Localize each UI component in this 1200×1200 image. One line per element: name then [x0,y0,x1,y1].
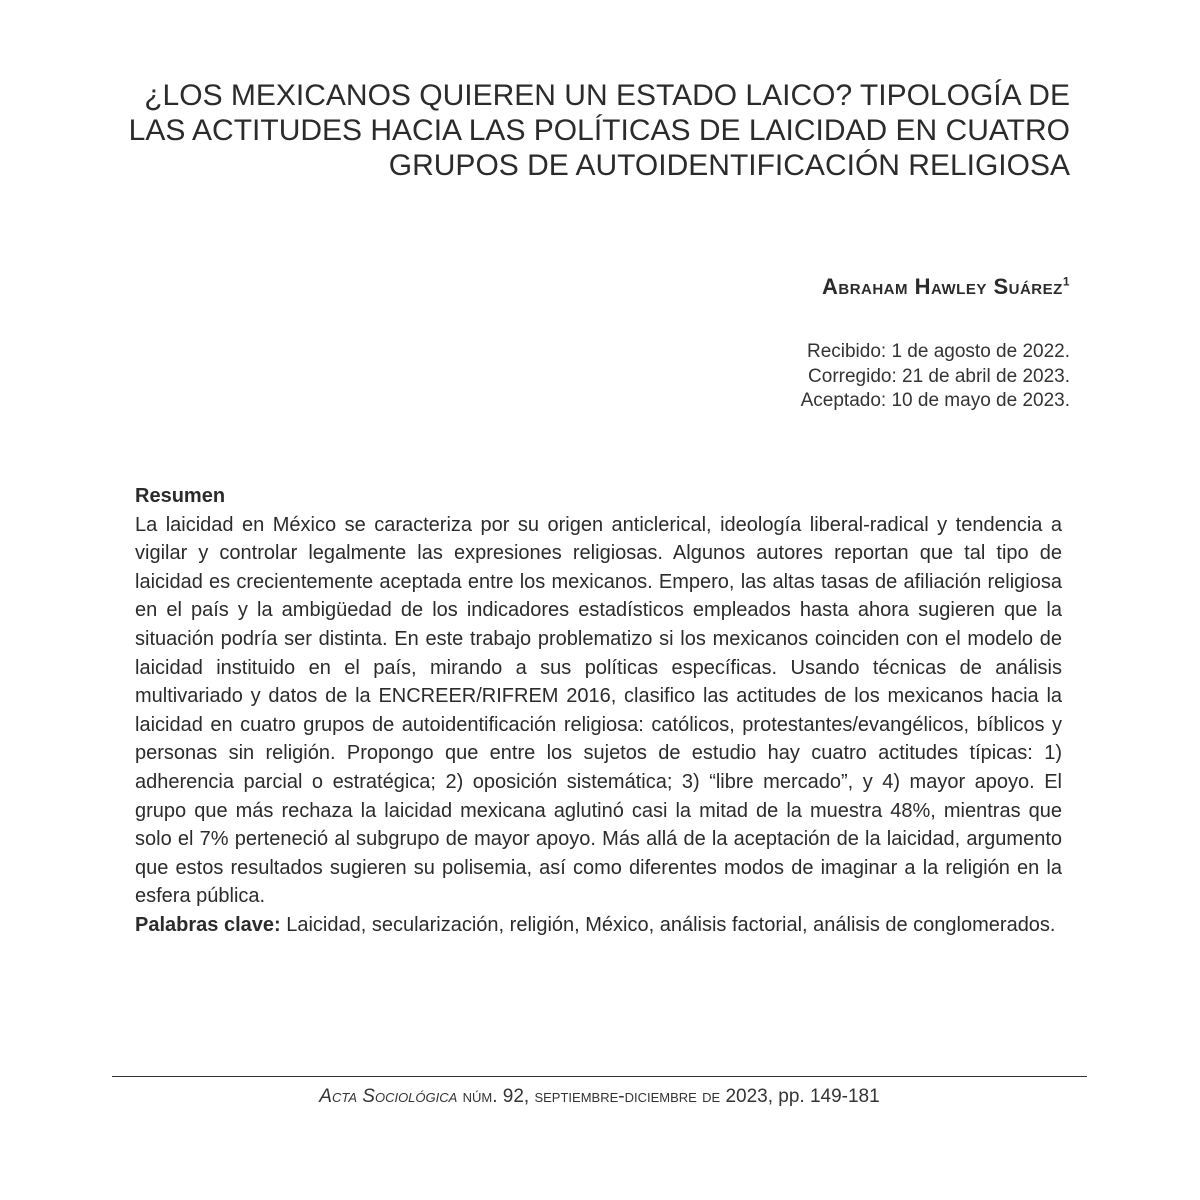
footer-divider [112,1076,1087,1077]
issue-year: 2023, [725,1086,773,1107]
corrected-date: Corregido: 21 de abril de 2023. [808,365,1070,387]
abstract-text-part2: 2016, clasifico las actitudes de los mexicanos hacia la laicidad en cuatro grupos de autoidentificación religiosa: católicos, protestantes/evangélicos, bíblicos y personas sin religión. Propongo que entre los sujetos de estudio hay cuatro actitudes típicas: 1) adherencia parcial o estratégica; 2) oposición sistemática; 3) “libre mercado”, y 4) mayor apoyo. El grupo que más rechaza la laicidad mexicana aglutinó casi la mitad de la muestra 48%, mientras que solo el 7% perteneció al subgrupo de mayor apoyo. Más allá de la aceptación de la laicidad, argumento que estos resultados sugieren su polisemia, así como diferentes modos de imaginar a la religión en la esfera pública. [135,685,1063,908]
article-title [120,78,1070,183]
title-line: ¿LOS MEXICANOS QUIEREN UN ESTADO LAICO? TIPOLOGÍA DE [144,79,1070,112]
abstract-text-part1: La laicidad en México se caracteriza por su origen anticlerical, ideología liberal-radical y tendencia a vigilar y controlar legalmente las expresiones religiosas. Algunos autores reportan que tal tipo de laicidad es crecientemente aceptada entre los mexicanos. Empero, las altas tasas de afiliación religiosa en el país y la ambigüedad de los indicadores estadísticos empleados hasta ahora sugieren que la situación podría ser distinta. En este trabajo problematizo si los mexicanos coinciden con el modelo de laicidad instituido en el país, mirando a sus políticas específicas. Usando técnicas de análisis multivariado y datos de la [135,513,1062,708]
author-name-text: Abraham Hawley Suárez [821,274,1063,299]
issue-number: núm. 92, [462,1086,530,1107]
title-line: GRUPOS DE AUTOIDENTIFICACIÓN RELIGIOSA [388,149,1070,182]
journal-name: Acta Sociológica [319,1086,458,1107]
keywords-list: Laicidad, secularización, religión, México, análisis factorial, análisis de conglomerados. [280,913,1056,936]
journal-footer [112,1086,1087,1108]
footnote-mark[interactable]: 1 [1062,274,1070,289]
survey-name: ENCREER/RIFREM [378,685,559,708]
author-name [600,274,1070,300]
received-date: Recibido: 1 de agosto de 2022. [806,341,1070,362]
issue-period: septiembre-diciembre de [534,1086,721,1107]
abstract-body [135,511,1062,911]
abstract-section [135,482,1062,940]
keywords-label: Palabras clave: [135,913,281,936]
abstract-heading: Resumen [135,485,226,507]
title-line: LAS ACTITUDES HACIA LAS POLÍTICAS DE LAICIDAD EN CUATRO [128,114,1070,147]
keywords-line [135,911,1062,940]
page-range: pp. 149-181 [778,1086,880,1107]
publication-dates [600,340,1070,414]
accepted-date: Aceptado: 10 de mayo de 2023. [800,390,1070,411]
